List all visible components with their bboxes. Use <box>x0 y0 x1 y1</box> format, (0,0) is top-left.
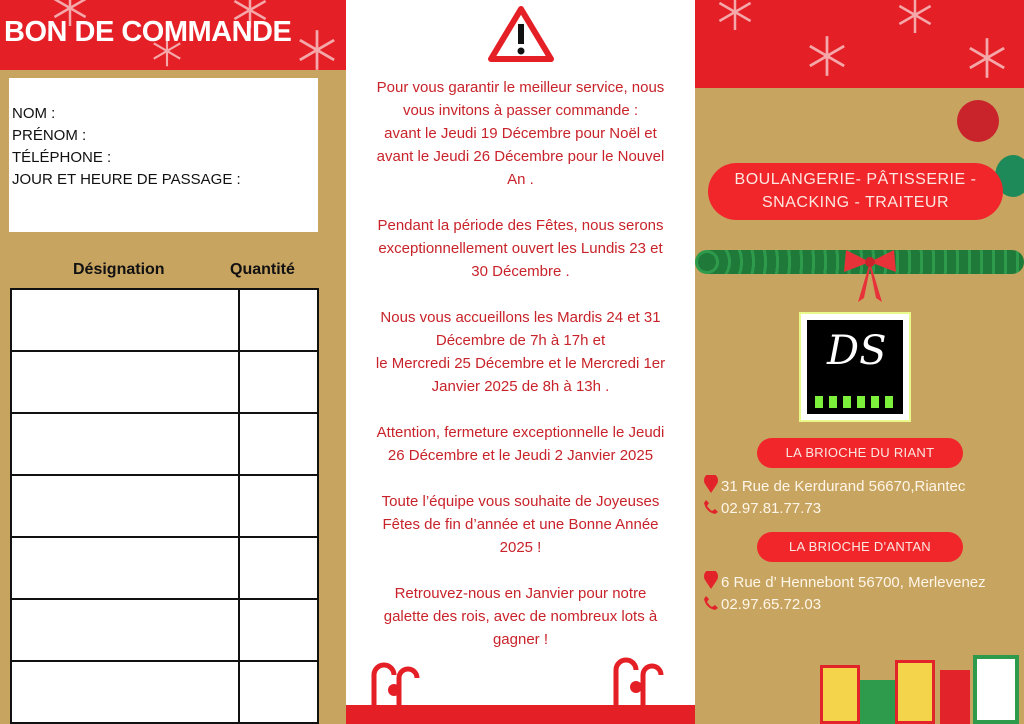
text-line: avant le Jeudi 19 Décembre pour Noël et <box>384 125 657 142</box>
text-line: An . <box>507 171 534 188</box>
text-line: 2025 ! <box>499 539 542 556</box>
ornament-icon <box>957 100 999 142</box>
phone-icon <box>701 595 721 611</box>
text-line: Retrouvez-nous en Janvier pour notre <box>394 585 647 602</box>
quantity-cell[interactable] <box>239 475 318 537</box>
firstname-label: PRÉNOM : <box>12 127 87 144</box>
snowflake-icon <box>895 0 935 35</box>
warning-icon <box>488 6 554 62</box>
customer-info-box[interactable] <box>9 78 318 232</box>
business-tagline <box>708 163 1003 220</box>
info-text <box>346 76 695 674</box>
designation-cell[interactable] <box>11 351 239 413</box>
table-row <box>11 289 318 351</box>
quantity-cell[interactable] <box>239 537 318 599</box>
table-row <box>11 475 318 537</box>
info-paragraph <box>349 76 692 191</box>
phone-text: 02.97.65.72.03 <box>721 596 822 613</box>
text-line: Attention, fermeture exceptionnelle le Jeudi <box>376 424 665 441</box>
snowflake-header <box>0 0 346 70</box>
logo-bars <box>815 396 899 408</box>
snowflake-icon <box>965 36 1009 80</box>
quantity-cell[interactable] <box>239 351 318 413</box>
info-paragraph <box>349 582 692 651</box>
tagline-line: SNACKING - TRAITEUR <box>762 194 949 211</box>
candy-cane-icon <box>601 655 671 705</box>
info-paragraph <box>349 421 692 467</box>
table-row <box>11 661 318 723</box>
gift-icon <box>895 660 935 724</box>
text-line: avant le Jeudi 26 Décembre pour le Nouvel <box>376 148 665 165</box>
red-footer-strip <box>346 705 695 724</box>
text-line: Fêtes de fin d’année et une Bonne Année <box>382 516 659 533</box>
snowflake-icon <box>805 34 849 78</box>
text-line: vous invitons à passer commande : <box>402 102 639 119</box>
name-label: NOM : <box>12 105 56 122</box>
address-text: 31 Rue de Kerdurand 56670,Riantec <box>721 478 966 495</box>
logo-monogram: DS <box>827 328 887 374</box>
text-line: galette des rois, avec de nombreux lots à <box>383 608 658 625</box>
phone-label: TÉLÉPHONE : <box>12 149 112 166</box>
phone-text: 02.97.81.77.73 <box>721 500 822 517</box>
form-title: BON DE COMMANDE <box>4 16 292 48</box>
quantity-cell[interactable] <box>239 661 318 723</box>
text-line: 26 Décembre et le Jeudi 2 Janvier 2025 <box>387 447 654 464</box>
info-paragraph <box>349 306 692 398</box>
designation-cell[interactable] <box>11 289 239 351</box>
quantity-cell[interactable] <box>239 413 318 475</box>
location-pin-icon <box>701 571 721 589</box>
info-paragraph <box>349 214 692 283</box>
table-row <box>11 351 318 413</box>
quantity-cell[interactable] <box>239 289 318 351</box>
shop-name: LA BRIOCHE D'ANTAN <box>757 532 963 562</box>
text-line: Nous vous accueillons les Mardis 24 et 31 <box>380 309 661 326</box>
candy-cane-icon <box>354 660 424 705</box>
shop-phone <box>701 499 821 517</box>
shop-name: LA BRIOCHE DU RIANT <box>757 438 963 468</box>
pickup-label: JOUR ET HEURE DE PASSAGE : <box>12 171 241 188</box>
shop-address <box>701 571 986 591</box>
shop-info-panel <box>695 0 1024 724</box>
address-text: 6 Rue d’ Hennebont 56700, Merlevenez <box>721 574 986 591</box>
text-line: 30 Décembre . <box>471 263 570 280</box>
designation-cell[interactable] <box>11 599 239 661</box>
text-line: gagner ! <box>492 631 549 648</box>
table-row <box>11 537 318 599</box>
designation-cell[interactable] <box>11 537 239 599</box>
gift-icon <box>940 670 970 724</box>
table-row <box>11 413 318 475</box>
gift-icon <box>820 665 860 724</box>
snowflake-header <box>695 0 1024 88</box>
quantity-cell[interactable] <box>239 599 318 661</box>
location-pin-icon <box>701 475 721 493</box>
logo <box>799 312 911 422</box>
designation-header: Désignation <box>73 261 165 278</box>
quantity-header: Quantité <box>230 261 295 278</box>
gift-icon <box>973 655 1019 724</box>
tagline-line: BOULANGERIE- PÂTISSERIE - <box>734 171 977 188</box>
text-line: Pour vous garantir le meilleur service, nous <box>376 79 665 96</box>
snowflake-icon <box>295 28 339 70</box>
shop-phone <box>701 595 821 613</box>
phone-icon <box>701 499 721 515</box>
text-line: exceptionnellement ouvert les Lundis 23 et <box>378 240 663 257</box>
table-row <box>11 599 318 661</box>
bow-icon <box>840 248 900 304</box>
designation-cell[interactable] <box>11 413 239 475</box>
text-line: Décembre de 7h à 17h et <box>435 332 606 349</box>
text-line: Janvier 2025 de 8h à 13h . <box>431 378 610 395</box>
gift-icon <box>860 680 895 724</box>
order-table <box>10 288 319 724</box>
designation-cell[interactable] <box>11 475 239 537</box>
text-line: Pendant la période des Fêtes, nous serons <box>377 217 664 234</box>
text-line: Toute l’équipe vous souhaite de Joyeuses <box>381 493 660 510</box>
order-form-panel <box>0 0 346 724</box>
snowflake-icon <box>715 0 755 32</box>
shop-address <box>701 475 965 495</box>
text-line: le Mercredi 25 Décembre et le Mercredi 1er <box>375 355 666 372</box>
designation-cell[interactable] <box>11 661 239 723</box>
info-paragraph <box>349 490 692 559</box>
info-panel <box>346 0 695 724</box>
